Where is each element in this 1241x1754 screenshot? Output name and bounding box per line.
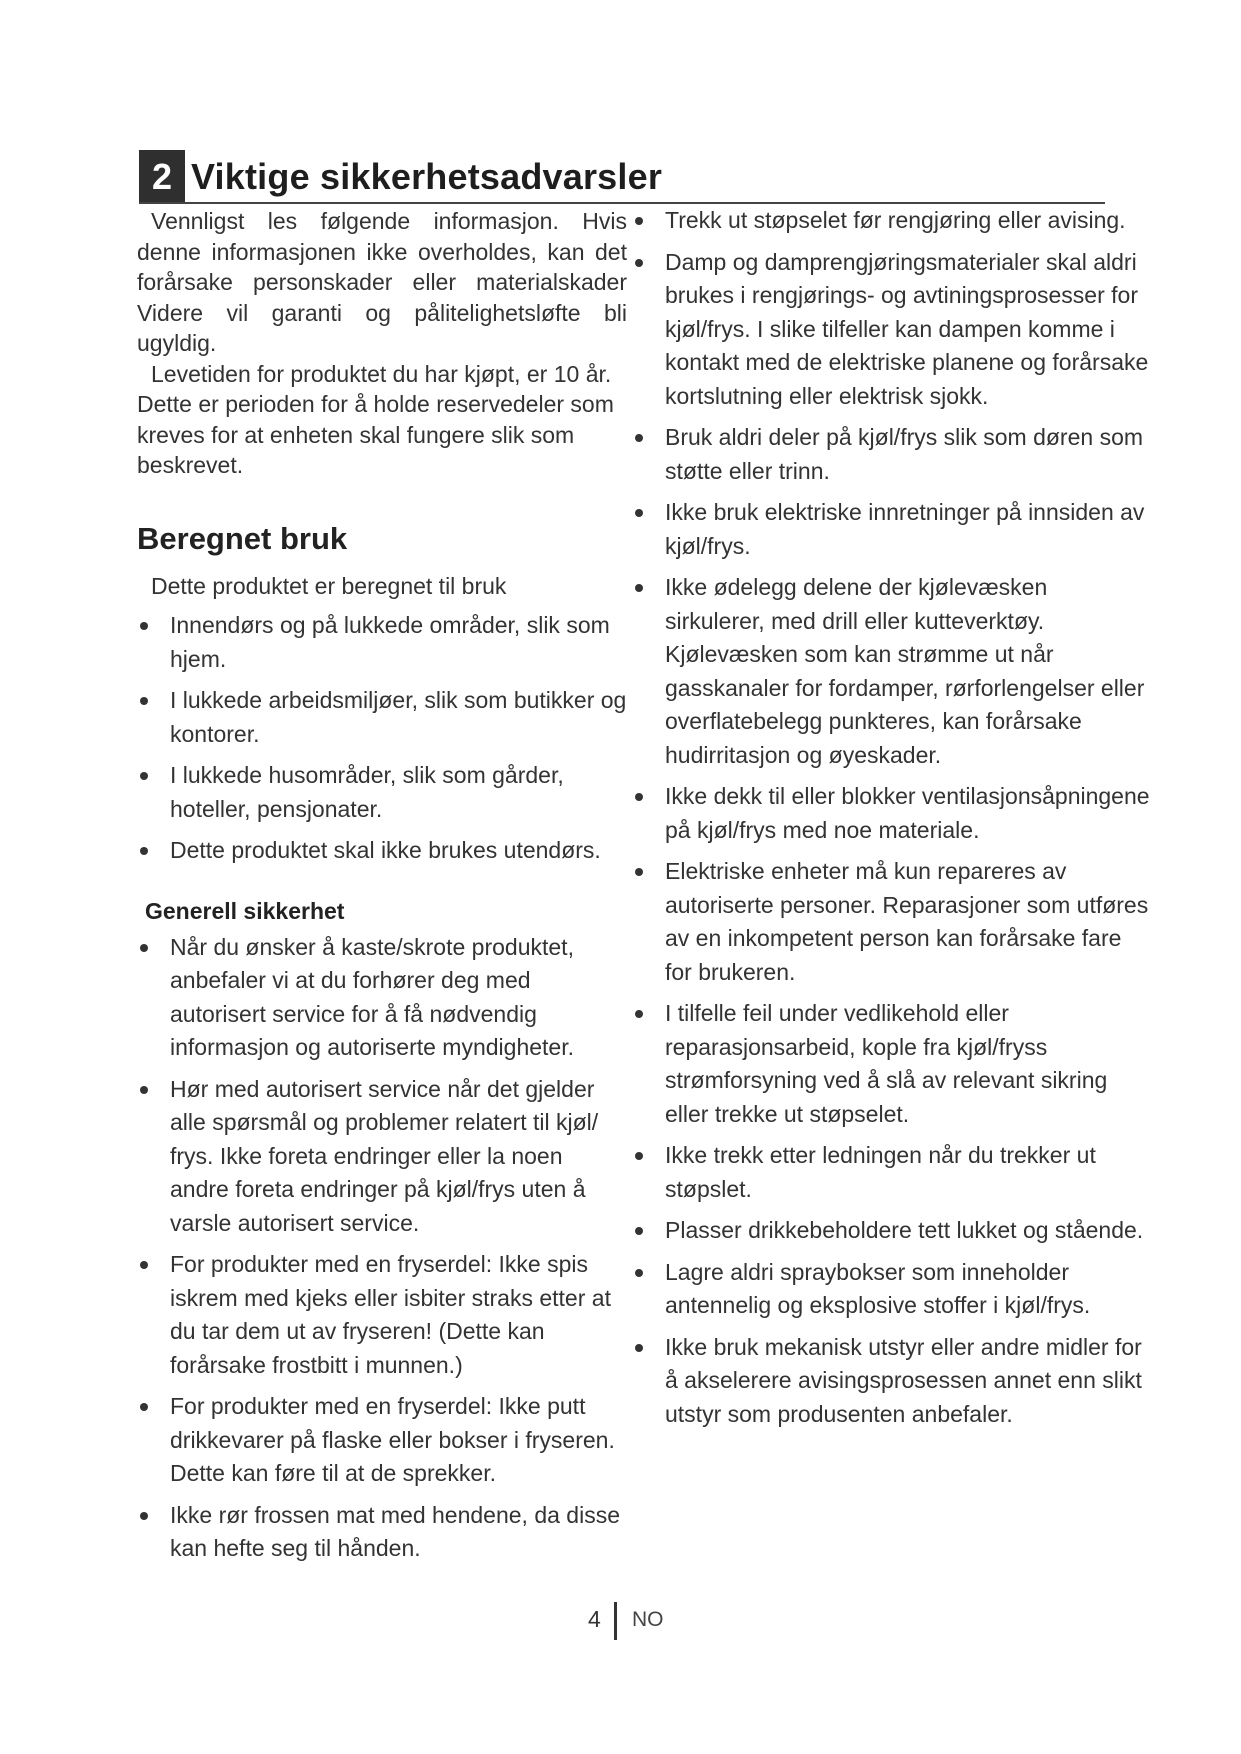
- bullet-icon: [635, 434, 643, 442]
- safety-list-continued: [632, 204, 1152, 1431]
- bullet-icon: [635, 1010, 643, 1018]
- list-item: For produkter med en fryserdel: Ikke spis iskrem med kjeks eller isbiter straks etter at du tar dem ut av fryseren! (Dette kan forårsake frostbitt i munnen.): [137, 1248, 627, 1382]
- bullet-icon: [635, 1269, 643, 1277]
- list-item: Ikke rør frossen mat med hendene, da disse kan hefte seg til hånden.: [137, 1499, 627, 1566]
- bullet-icon: [140, 847, 148, 855]
- list-item: Elektriske enheter må kun repareres av autoriserte personer. Reparasjoner som utføres av en inkompetent person kan forårsake fare for brukeren.: [632, 855, 1152, 989]
- section-header: [139, 150, 1105, 204]
- bullet-icon: [635, 259, 643, 267]
- general-safety-list: [137, 931, 627, 1566]
- list-item: Lagre aldri spraybokser som inneholder antennelig og eksplosive stoffer i kjøl/frys.: [632, 1256, 1152, 1323]
- bullet-icon: [635, 1152, 643, 1160]
- bullet-icon: [635, 1344, 643, 1352]
- bullet-icon: [635, 1227, 643, 1235]
- list-item: Damp og damprengjøringsmaterialer skal aldri brukes i rengjørings- og avtiningsprosesser for kjøl/frys. I slike tilfeller kan dampen komme i kontakt med de elektriske planene og forårsake kortslutning eller elektrisk sjokk.: [632, 246, 1152, 414]
- bullet-icon: [635, 217, 643, 225]
- list-item: Ikke bruk mekanisk utstyr eller andre midler for å akselerere avisingsprosessen annet enn slikt utstyr som produsenten anbefaler.: [632, 1331, 1152, 1432]
- list-item: Når du ønsker å kaste/skrote produktet, anbefaler vi at du forhører deg med autorisert service for å få nødvendig informasjon og autoriserte myndigheter.: [137, 931, 627, 1065]
- bullet-icon: [140, 1261, 148, 1269]
- section-title: Viktige sikkerhetsadvarsler: [191, 156, 663, 197]
- intended-use-lead: Dette produktet er beregnet til bruk: [151, 572, 507, 599]
- list-item: Dette produktet skal ikke brukes utendørs.: [137, 834, 627, 868]
- list-item: Ikke dekk til eller blokker ventilasjonsåpningene på kjøl/frys med noe materiale.: [632, 780, 1152, 847]
- page-footer: [560, 1602, 700, 1642]
- bullet-icon: [140, 1086, 148, 1094]
- list-item: Ikke trekk etter ledningen når du trekker ut støpslet.: [632, 1139, 1152, 1206]
- bullet-icon: [635, 793, 643, 801]
- list-item: For produkter med en fryserdel: Ikke putt drikkevarer på flaske eller bokser i fryseren. Dette kan føre til at de sprekker.: [137, 1390, 627, 1491]
- bullet-icon: [635, 868, 643, 876]
- list-item: Bruk aldri deler på kjøl/frys slik som døren som støtte eller trinn.: [632, 421, 1152, 488]
- bullet-icon: [140, 697, 148, 705]
- bullet-icon: [635, 584, 643, 592]
- general-safety-heading: Generell sikkerhet: [145, 897, 345, 924]
- language-code: NO: [632, 1608, 664, 1631]
- bullet-icon: [140, 622, 148, 630]
- list-item: Hør med autorisert service når det gjelder alle spørsmål og problemer relatert til kjøl/ frys. Ikke foreta endringer eller la noen andre foreta endringer på kjøl/frys uten å varsle autorisert service.: [137, 1073, 627, 1241]
- intro-paragraph-2: Levetiden for produktet du har kjøpt, er 10 år. Dette er perioden for å holde reservedeler som kreves for at enheten skal fungere slik som beskrevet.: [137, 360, 614, 478]
- bullet-icon: [140, 772, 148, 780]
- footer-divider: [614, 1602, 617, 1640]
- bullet-icon: [140, 1403, 148, 1411]
- list-item: I tilfelle feil under vedlikehold eller reparasjonsarbeid, kople fra kjøl/fryss strømforsyning ved å slå av relevant sikring eller trekke ut støpselet.: [632, 997, 1152, 1131]
- list-item: Trekk ut støpselet før rengjøring eller avising.: [632, 204, 1152, 238]
- bullet-icon: [635, 509, 643, 517]
- section-number-badge: 2: [139, 150, 185, 204]
- list-item: Innendørs og på lukkede områder, slik som hjem.: [137, 609, 627, 676]
- list-item: Ikke ødelegg delene der kjølevæsken sirkulerer, med drill eller kutteverktøy. Kjølevæsken som kan strømme ut når gasskanaler for fordamper, rørforlengelser eller overflatebelegg punkteres, kan forårsake hudirritasjon og øyeskader.: [632, 571, 1152, 772]
- bullet-icon: [140, 944, 148, 952]
- bullet-icon: [140, 1512, 148, 1520]
- list-item: I lukkede arbeidsmiljøer, slik som butikker og kontorer.: [137, 684, 627, 751]
- right-column: [632, 204, 1152, 1439]
- intro-paragraph-1: Vennligst les følgende informasjon. Hvis denne informasjonen ikke overholdes, kan det forårsake personskader eller materialskader Videre vil garanti og pålitelighetsløfte bli ugyldig.: [137, 208, 627, 356]
- intended-use-heading: Beregnet bruk: [137, 520, 348, 556]
- list-item: Plasser drikkebeholdere tett lukket og stående.: [632, 1214, 1152, 1248]
- page-number: 4: [588, 1606, 601, 1632]
- left-column: [137, 206, 627, 1574]
- list-item: I lukkede husområder, slik som gårder, hoteller, pensjonater.: [137, 759, 627, 826]
- intended-use-list: [137, 609, 627, 868]
- list-item: Ikke bruk elektriske innretninger på innsiden av kjøl/frys.: [632, 496, 1152, 563]
